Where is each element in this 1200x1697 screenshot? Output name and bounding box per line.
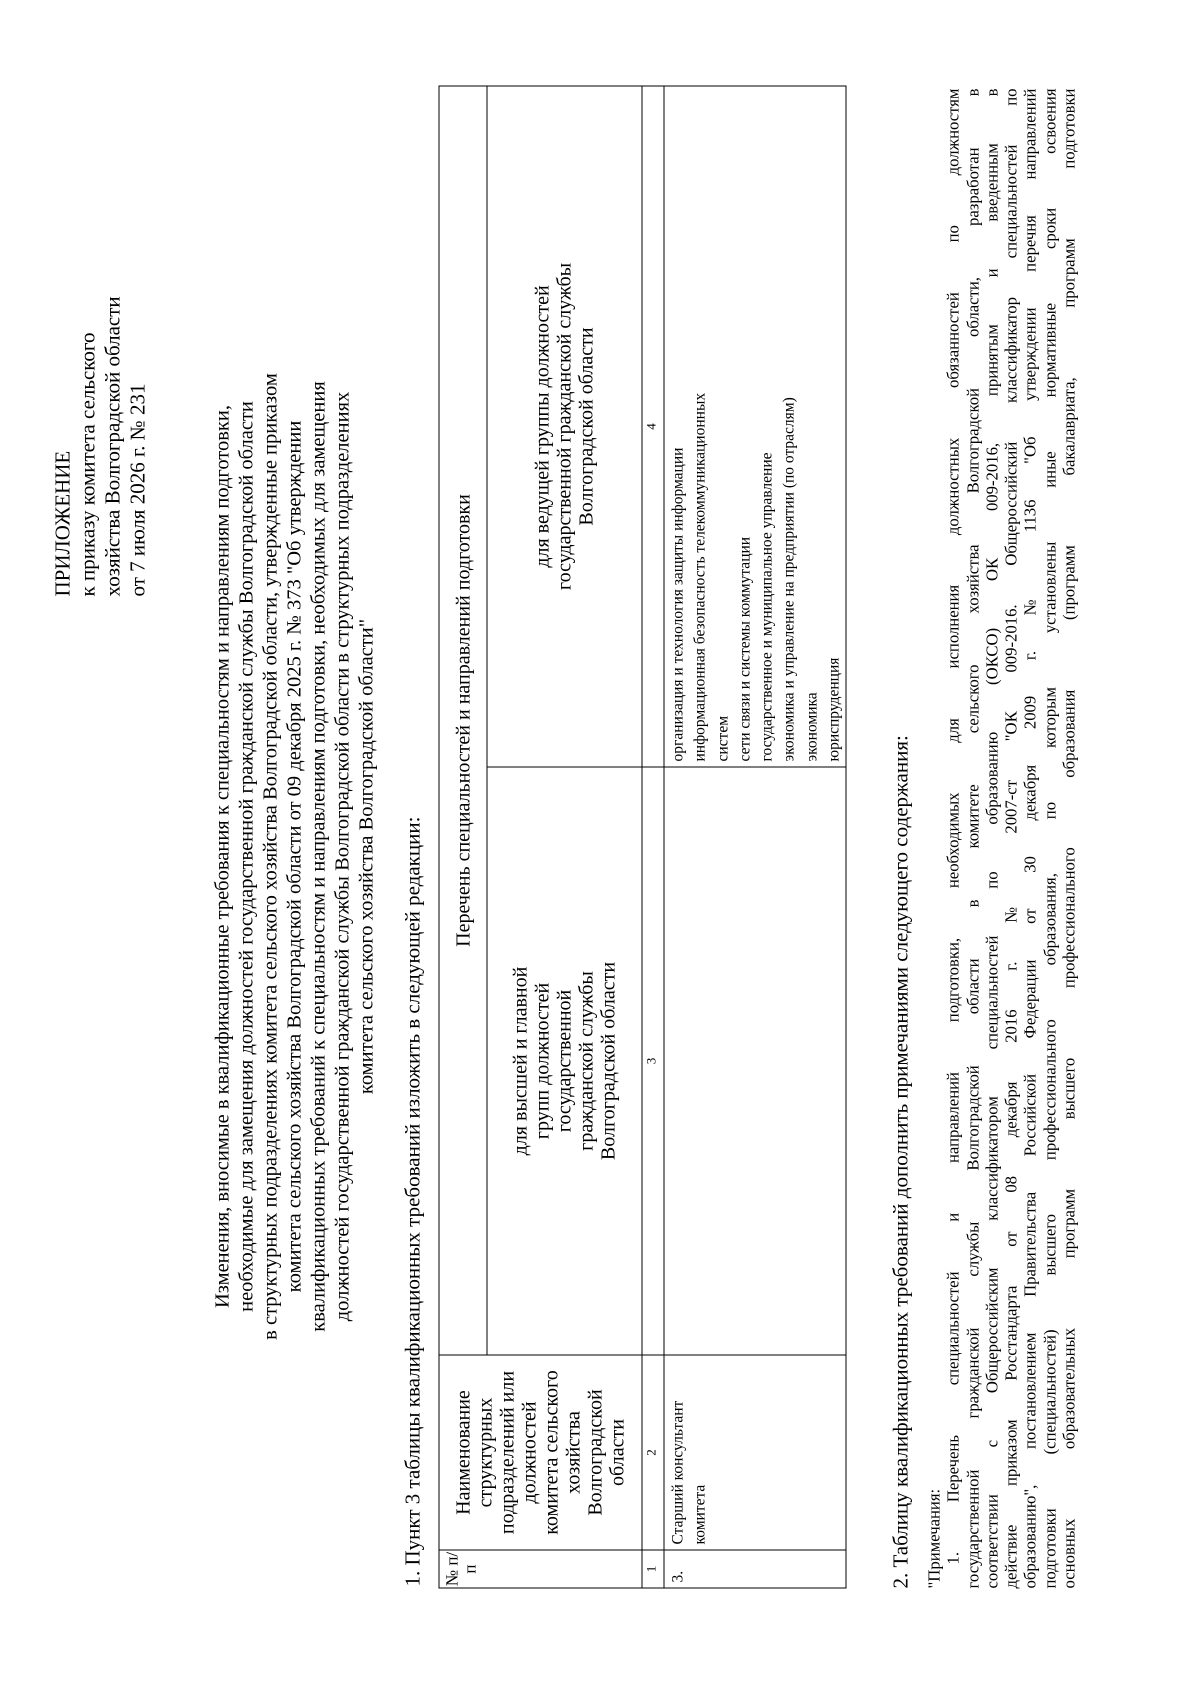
changes-title-line: Изменения, вносимые в квалификационные требования к специальностям и направлениям подготовки,: [211, 405, 234, 1308]
qualification-table: [439, 86, 847, 1589]
document-page: [1, 0, 1200, 1697]
specialty-item: экономика и управление на предприятии (по отраслям): [780, 397, 798, 762]
column-number: 1: [642, 1550, 664, 1588]
specialty-item: информационная безопасность телекоммуникационных: [691, 392, 709, 762]
table-header-row: [439, 86, 487, 1588]
changes-title: [211, 347, 379, 1367]
row-number: 3.: [664, 1550, 846, 1588]
table-column-numbers-row: [642, 86, 664, 1588]
column-number: 3: [642, 767, 664, 1355]
changes-title-line: комитета сельского хозяйства Волгоградской области": [355, 618, 378, 1095]
specialty-item: систем: [714, 715, 732, 762]
appendix-line: хозяйства Волгоградской области: [100, 296, 125, 597]
specialty-item: экономика: [803, 692, 821, 762]
header-number: № п/п: [439, 1550, 642, 1588]
notes-line: 1. Перечень специальностей и направлений подготовки, необходимых для исполнения должностных обязанностей по должностям: [943, 88, 963, 1565]
column-number: 2: [642, 1355, 664, 1550]
column-number: 4: [642, 86, 664, 767]
changes-title-line: должностей государственной гражданской службы Волгоградской области в структурных подразделениях: [331, 391, 354, 1322]
appendix-date: от 7 июля 2026 г. № 231: [125, 383, 150, 597]
notes-heading: "Примечания:: [924, 1488, 944, 1589]
notes-line: основных образовательных программ высшего профессионального образования (программ бакалавриата, программ подготовки: [1059, 88, 1079, 1589]
specialty-item: организация и технология защиты информации: [669, 447, 687, 762]
row-senior-specialties: [664, 767, 846, 1355]
header-specialties-group: Перечень специальностей и направлений подготовки: [439, 86, 487, 1355]
notes-section: [925, 89, 1079, 1589]
item-1-text: 1. Пункт 3 таблицы квалификационных требований изложить в следующей редакции:: [400, 816, 425, 1587]
changes-title-line: в структурных подразделениях комитета сельского хозяйства Волгоградской области, утвержденные приказом: [259, 373, 282, 1340]
header-leading-group: для ведущей группы должностей государственной гражданской службы Волгоградской области: [487, 86, 642, 767]
changes-title-line: комитета сельского хозяйства Волгоградской области от 09 декабря 2025 г. № 373 "Об утверждении: [283, 420, 306, 1293]
appendix-line: к приказу комитета сельского: [75, 332, 100, 597]
specialty-item: юриспруденция: [825, 657, 843, 762]
specialty-item: сети связи и системы коммутации: [736, 536, 754, 762]
item-2-text: 2. Таблицу квалификационных требований дополнить примечаниями следующего содержания:: [888, 735, 913, 1589]
header-position: Наименование структурных подразделений или должностей комитета сельского хозяйства Волгоградской области: [439, 1355, 642, 1550]
notes-line: государственной гражданской службы Волгоградской области в комитете сельского хозяйства Волгоградской области, разработан в: [963, 88, 983, 1589]
row-leading-specialties: [664, 86, 846, 767]
notes-line: подготовки (специальностей) высшего профессионального образования, по которым установлены иные нормативные сроки освоения: [1040, 88, 1060, 1589]
notes-line: действие приказом Росстандарта от 08 декабря 2016 г. № 2007-ст "ОК 009-2016. Общероссийский классификатор специальностей по: [1001, 88, 1021, 1589]
changes-title-line: квалификационных требований к специальностям и направлениям подготовки, необходимых для замещения: [307, 381, 330, 1332]
notes-line: образованию", постановлением Правительства Российской Федерации от 30 декабря 2009 г. № 1136 "Об утверждении перечня направлений: [1020, 88, 1040, 1589]
specialty-item: государственное и муниципальное управление: [758, 452, 776, 762]
row-position: Старший консультант комитета: [664, 1355, 846, 1550]
notes-line: соответствии с Общероссийским классификатором специальностей по образованию (ОКСО) ОК 009-2016, принятым и введенным в: [982, 88, 1002, 1589]
appendix-header: [51, 296, 151, 596]
appendix-title: ПРИЛОЖЕНИЕ: [50, 450, 75, 597]
header-senior-groups: для высшей и главной групп должностей государственной гражданской службы Волгоградской области: [487, 767, 642, 1355]
table-row: [664, 86, 846, 1588]
changes-title-line: необходимые для замещения должностей государственной гражданской службы Волгоградской области: [235, 401, 258, 1312]
